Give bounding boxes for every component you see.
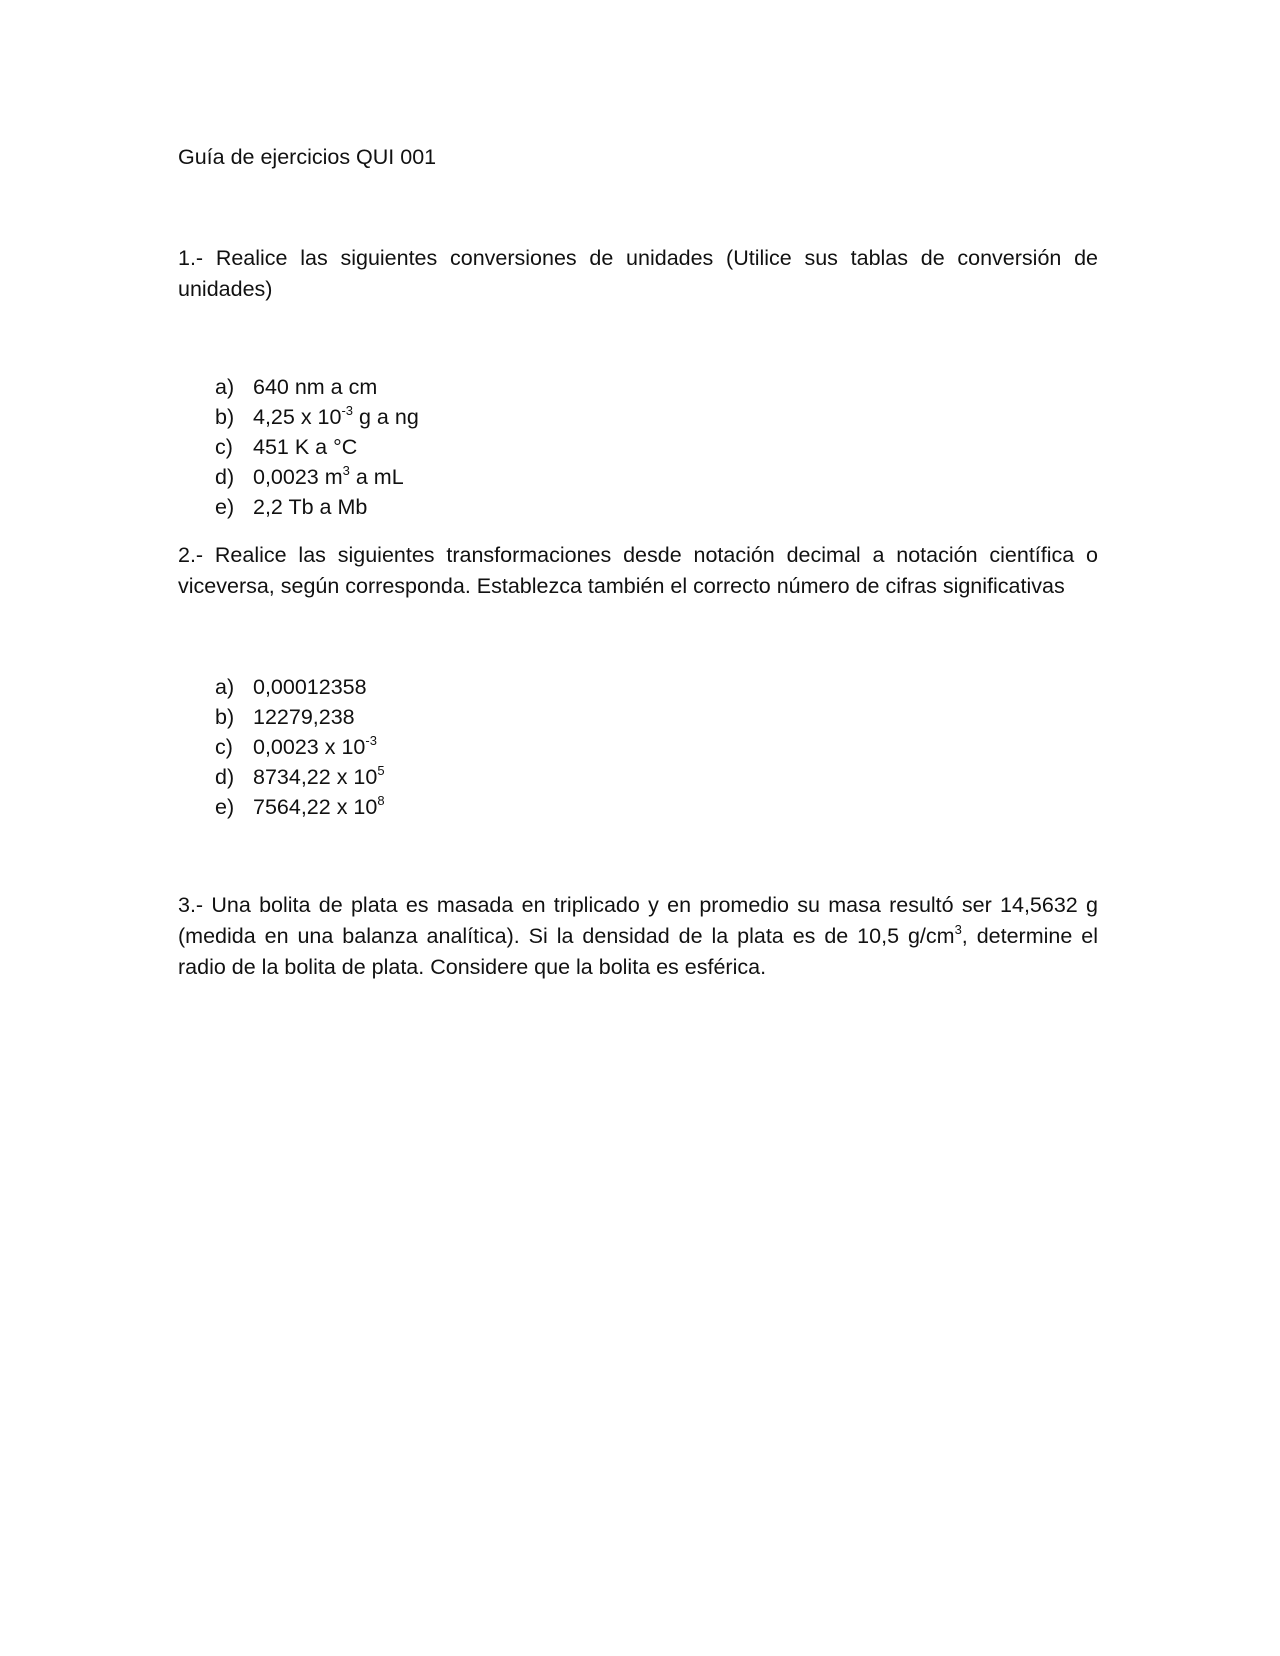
item-superscript: -3 [341,402,354,418]
item-superscript: -3 [365,732,377,748]
question-2-list [178,672,1098,822]
list-item [178,402,1098,432]
item-text: 640 nm a cm [253,375,378,399]
item-marker: e) [215,795,235,819]
item-marker: d) [215,765,235,789]
question-3-text [178,890,1098,983]
list-item [178,432,1098,462]
item-superscript: 5 [377,762,385,778]
list-item [178,462,1098,492]
list-item [178,672,1098,702]
list-item [178,702,1098,732]
item-superscript: 3 [342,462,350,478]
item-marker: b) [215,705,235,729]
list-item [178,372,1098,402]
list-item [178,732,1098,762]
item-text: 0,00012358 [253,675,367,699]
question-1-list [178,372,1098,522]
question-3-superscript: 3 [954,921,962,937]
item-text: 7564,22 x 10 [253,795,378,819]
document-title: Guía de ejercicios QUI 001 [178,145,437,169]
item-text: 12279,238 [253,705,355,729]
document-content [178,142,1098,983]
item-marker: c) [215,435,233,459]
item-marker: e) [215,495,235,519]
item-superscript: 8 [377,792,385,808]
question-1-text: 1.- Realice las siguientes conversiones de unidades (Utilice sus tablas de conversión de unidades) [178,246,1098,301]
item-marker: b) [215,405,235,429]
question-3-text-main: 3.- Una bolita de plata es masada en triplicado y en promedio su masa resultó ser 14,5632 g (medida en una balanza analítica). Si la densidad de la plata es de 10,5 g/cm [178,893,1098,948]
item-text-tail: g a ng [353,405,419,429]
list-item [178,492,1098,522]
item-marker: a) [215,675,235,699]
item-text: 0,0023 m [253,465,343,489]
item-marker: d) [215,465,235,489]
item-text: 451 K a °C [253,435,358,459]
item-text: 2,2 Tb a Mb [253,495,368,519]
item-marker: a) [215,375,235,399]
item-text: 0,0023 x 10 [253,735,366,759]
list-item [178,762,1098,792]
question-3-text-tail: , determine el radio de la bolita de plata. Considere que la bolita es esférica. [178,924,1098,979]
question-2-text: 2.- Realice las siguientes transformaciones desde notación decimal a notación científica o viceversa, según corresponda. Establezca también el correcto número de cifras significativas [178,543,1098,598]
item-text-tail: a mL [349,465,404,489]
item-text: 4,25 x 10 [253,405,342,429]
list-item [178,792,1098,822]
item-marker: c) [215,735,233,759]
item-text: 8734,22 x 10 [253,765,378,789]
